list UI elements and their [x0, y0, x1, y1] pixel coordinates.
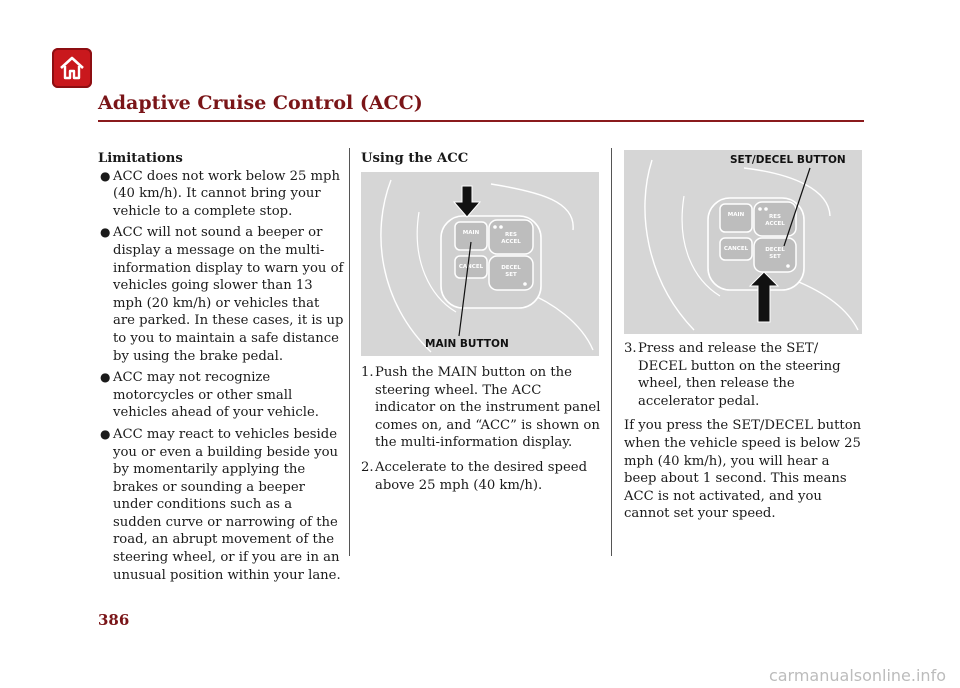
watermark: carmanualsonline.info [768, 666, 946, 685]
limitations-list [98, 168, 344, 585]
accel-button-label: ACCEL [765, 221, 785, 227]
main-button-figure [361, 172, 599, 356]
middle-column [361, 150, 601, 168]
steering-wheel-illustration [624, 150, 862, 334]
left-column [98, 150, 344, 588]
using-acc-heading: Using the ACC [361, 151, 469, 166]
decel-button-label: DECEL [765, 247, 785, 253]
limitations-heading: Limitations [98, 151, 183, 166]
bullet-icon: ● [100, 370, 111, 385]
accel-button-label: ACCEL [501, 239, 521, 245]
right-column [624, 340, 864, 523]
set-decel-button-figure [624, 150, 862, 334]
set-button-label: SET [505, 272, 517, 278]
cancel-button-label: CANCEL [723, 246, 749, 252]
main-button-label: MAIN [462, 230, 480, 236]
home-button[interactable] [52, 48, 92, 88]
list-item: ● ACC may react to vehicles beside you or even a building beside you by momentarily applying the brakes or sounding a beeper under conditions such as a sudden curve or narrowing of the road, an abrupt movement of the steering wheel, or if you are in an unusual position within your lane. [100, 426, 341, 583]
res-button-label: RES [769, 214, 781, 220]
arrow-down-icon [454, 186, 480, 217]
list-item: 3. Press and release the SET/ DECEL button on the steering wheel, then release the accelerator pedal. [624, 341, 841, 409]
list-item: 1. Push the MAIN button on the steering wheel. The ACC indicator on the instrument panel comes on, and “ACC” is shown on the multi-information display. [361, 365, 601, 451]
acc-steps-list [361, 364, 601, 494]
steering-wheel-illustration [361, 172, 599, 356]
bullet-icon: ● [100, 168, 111, 183]
page-number: 386 [98, 611, 130, 629]
middle-steps [361, 364, 601, 501]
decel-button-label: DECEL [501, 265, 521, 271]
column-divider [349, 148, 350, 556]
set-steps-list [624, 340, 864, 410]
main-button-callout: MAIN BUTTON [425, 338, 509, 350]
list-item: ● ACC will not sound a beeper or display a message on the multi-information display to warn you of vehicles going slower than 13 mph (20 km/h) or vehicles that are parked. In these cases, it is up to you to maintain a safe distance by using the brake pedal. [100, 225, 344, 364]
cancel-button-label: CANCEL [458, 264, 484, 270]
home-icon [58, 54, 86, 82]
res-button-label: RES [505, 232, 517, 238]
set-decel-note: If you press the SET/DECEL button when the vehicle speed is below 25 mph (40 km/h), you will hear a beep about 1 second. This means ACC is not activated, and you cannot set your speed. [624, 418, 862, 522]
set-button-label: SET [769, 254, 781, 260]
list-item: ● ACC may not recognize motorcycles or other small vehicles ahead of your vehicle. [100, 370, 319, 421]
column-divider [611, 148, 612, 556]
bullet-icon: ● [100, 225, 111, 240]
main-button-label: MAIN [727, 212, 745, 218]
page-title: Adaptive Cruise Control (ACC) [98, 92, 423, 114]
bullet-icon: ● [100, 426, 111, 441]
list-item: 2. Accelerate to the desired speed above 25 mph (40 km/h). [361, 459, 588, 493]
title-rule [98, 120, 864, 122]
list-item: ● ACC does not work below 25 mph (40 km/h). It cannot bring your vehicle to a complete stop. [100, 168, 340, 219]
set-decel-button-callout: SET/DECEL BUTTON [730, 154, 846, 166]
